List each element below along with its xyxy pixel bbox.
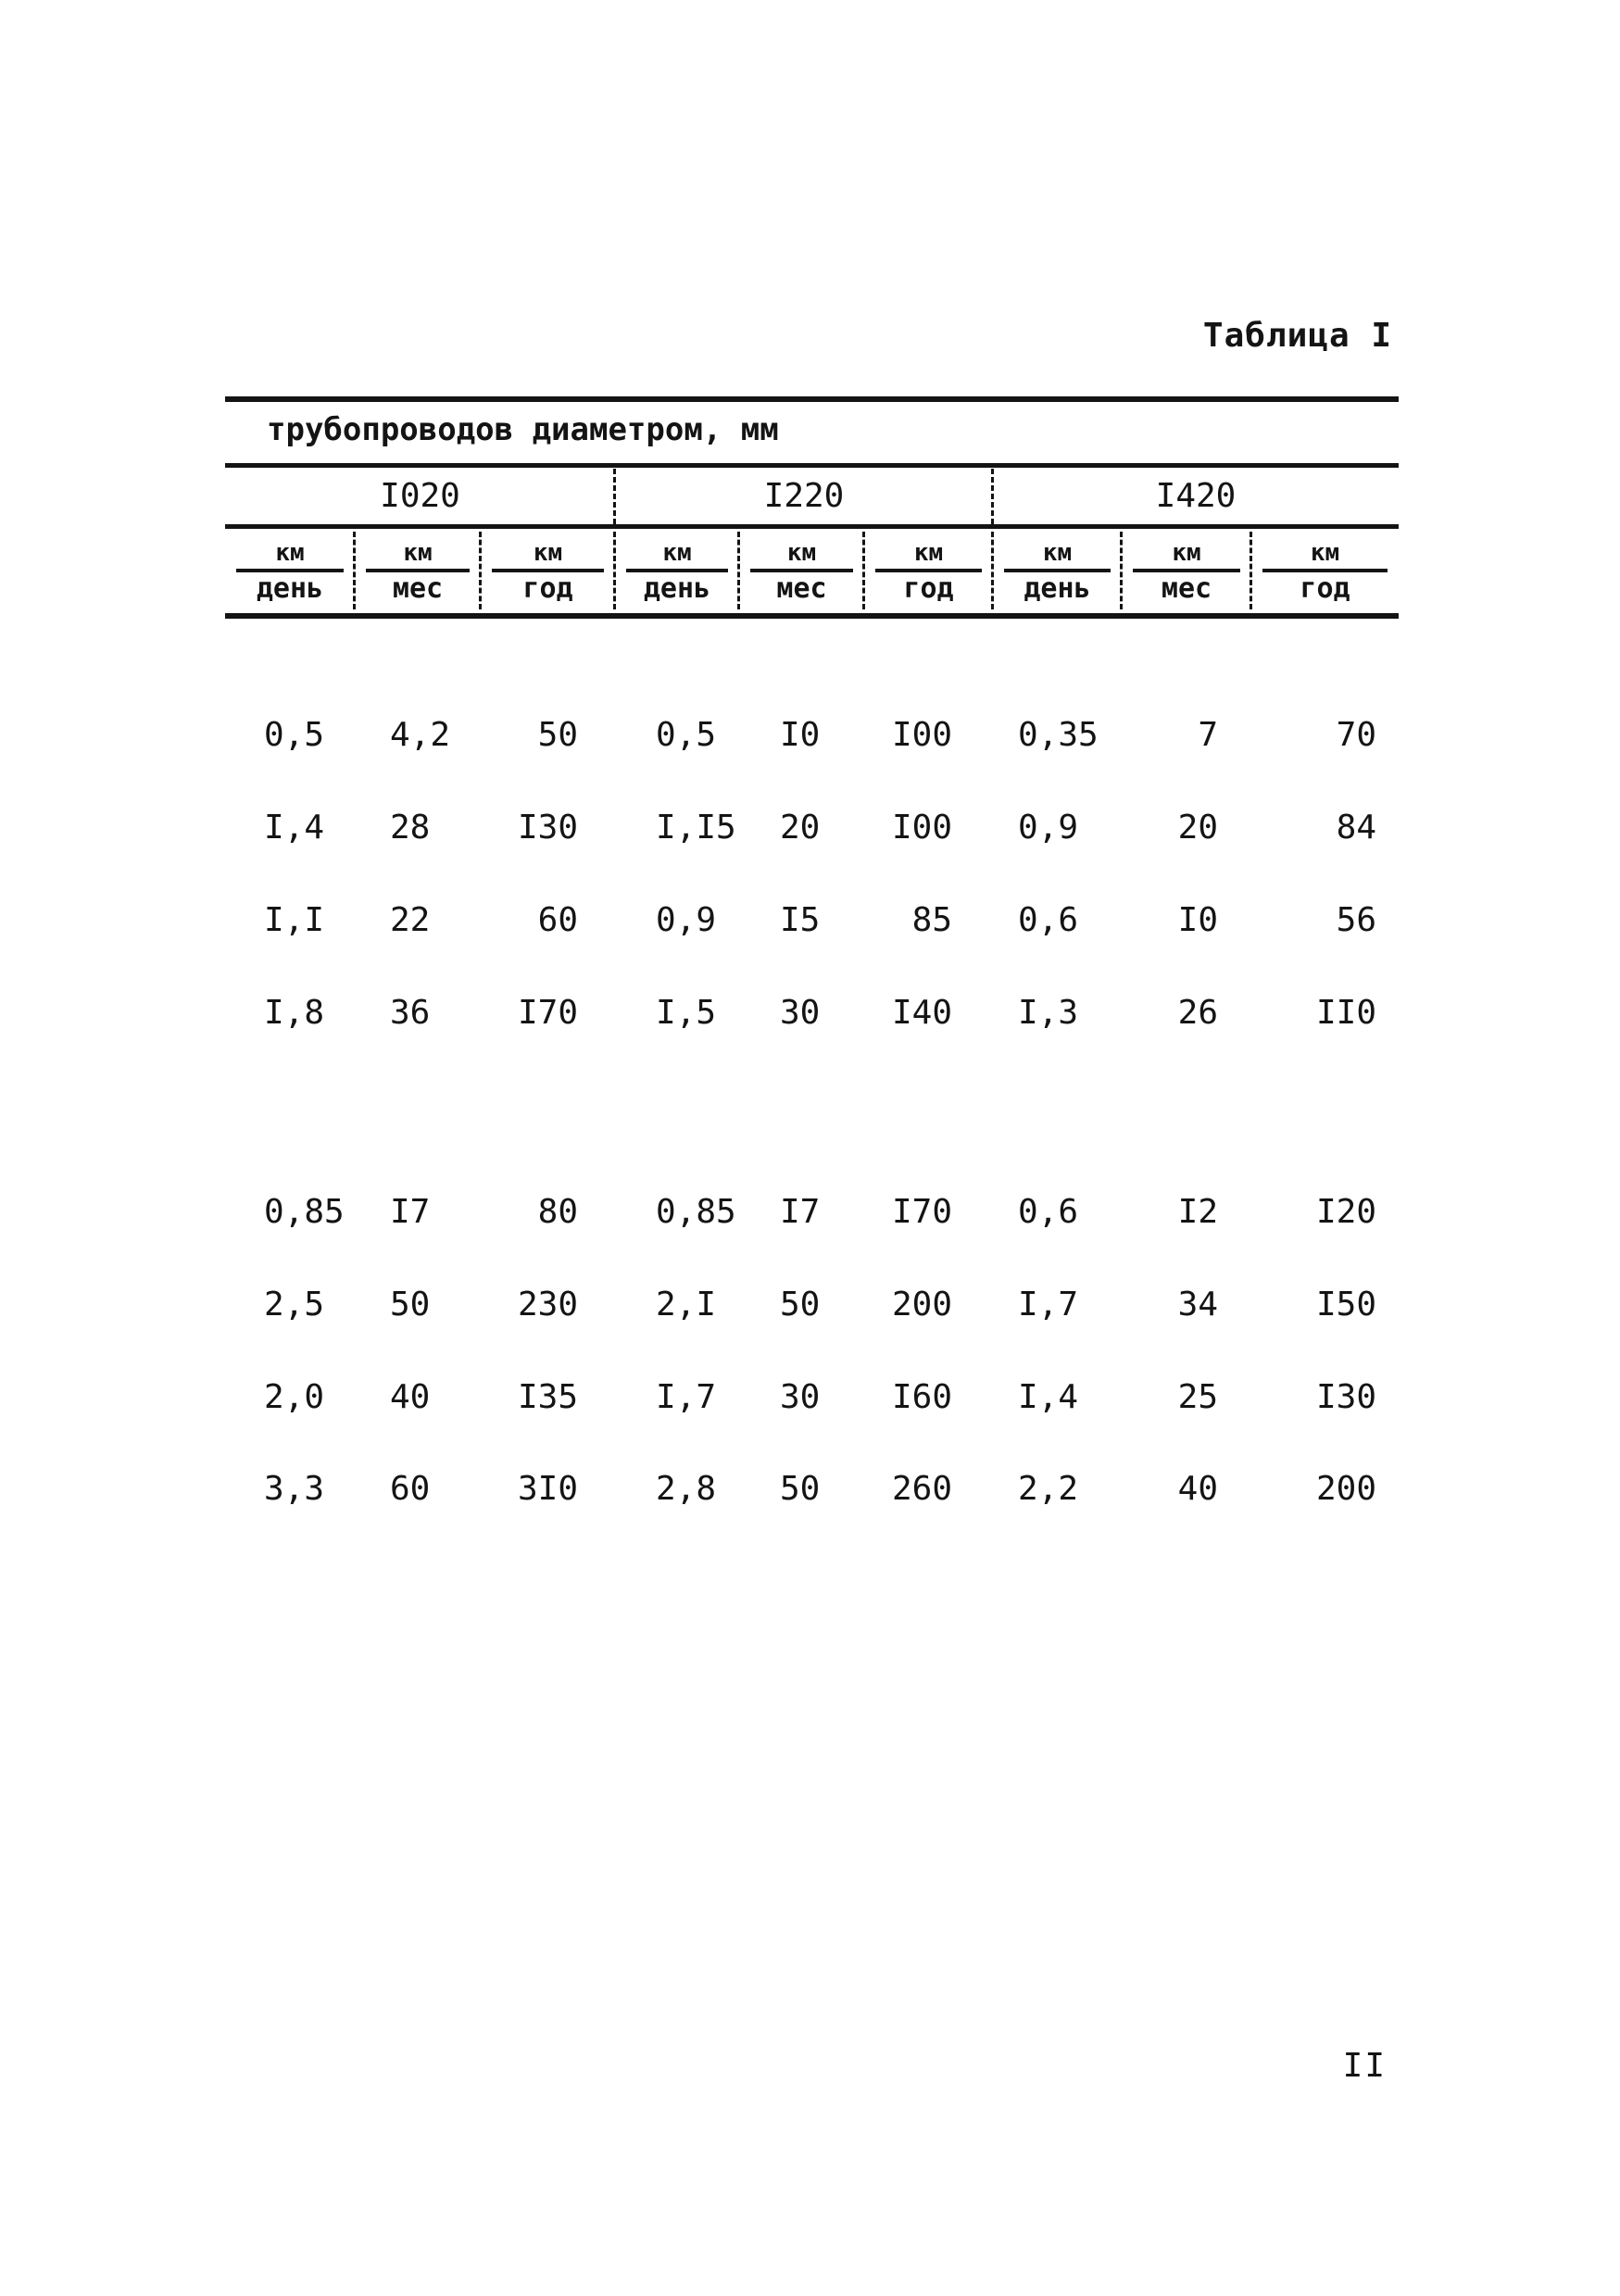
table-cell: I,7 <box>656 1378 717 1416</box>
table-cell: I,4 <box>264 809 325 847</box>
table-cell: 25 <box>1177 1378 1218 1416</box>
page-number: II <box>1342 2047 1387 2085</box>
table-cell: I,I <box>264 901 325 939</box>
table-cell: 40 <box>1177 1470 1218 1508</box>
unit-denominator: день <box>256 572 324 605</box>
table-cell: 85 <box>911 901 952 939</box>
table-cell: I30 <box>1315 1378 1376 1416</box>
table-cell: 0,5 <box>656 716 717 754</box>
table-row <box>225 985 1399 1041</box>
unit-header-per-month <box>355 533 481 611</box>
table-cell: I40 <box>891 994 952 1032</box>
table-cell: 200 <box>1315 1470 1376 1508</box>
table-cell: 2,I <box>656 1286 717 1324</box>
table-cell: 230 <box>517 1286 578 1324</box>
table-cell: I60 <box>891 1378 952 1416</box>
table-row <box>225 1370 1399 1425</box>
table-cell: 50 <box>390 1286 431 1324</box>
unit-numerator: км <box>533 539 563 567</box>
table-cell: 28 <box>390 809 431 847</box>
table-row <box>225 1462 1399 1517</box>
unit-header-per-year <box>864 533 993 611</box>
table-cell: 4,2 <box>390 716 451 754</box>
table-cell: 60 <box>537 901 578 939</box>
unit-numerator: км <box>1310 539 1340 567</box>
table-cell: I,8 <box>264 994 325 1032</box>
table-cell: I20 <box>1315 1193 1376 1231</box>
unit-numerator: км <box>403 539 433 567</box>
table-cell: I00 <box>891 809 952 847</box>
unit-numerator: км <box>275 539 305 567</box>
table-cell: 260 <box>891 1470 952 1508</box>
unit-denominator: год <box>522 572 573 605</box>
table-cell: I70 <box>891 1193 952 1231</box>
group-separator <box>613 469 616 524</box>
table-cell: I50 <box>1315 1286 1376 1324</box>
table-cell: 2,0 <box>264 1378 325 1416</box>
unit-separator <box>1250 532 1252 609</box>
unit-denominator: год <box>903 572 954 605</box>
diameter-header-1020: I020 <box>380 477 460 515</box>
unit-numerator: км <box>662 539 692 567</box>
unit-header-per-year <box>481 533 615 611</box>
unit-header-per-month <box>739 533 864 611</box>
group-rule <box>225 524 1399 529</box>
table-cell: 3I0 <box>517 1470 578 1508</box>
table-cell: 40 <box>390 1378 431 1416</box>
table-cell: 0,85 <box>656 1193 736 1231</box>
table-cell: 7 <box>1198 716 1218 754</box>
table-row <box>225 1185 1399 1240</box>
table-cell: 50 <box>780 1286 821 1324</box>
table-cell: I00 <box>891 716 952 754</box>
table-cell: 30 <box>780 1378 821 1416</box>
unit-numerator: км <box>786 539 817 567</box>
unit-separator <box>613 532 616 609</box>
unit-header-per-day <box>993 533 1122 611</box>
diameter-header-1420: I420 <box>1155 477 1237 515</box>
unit-separator <box>737 532 740 609</box>
table-cell: I,5 <box>656 994 717 1032</box>
table-cell: 0,6 <box>1018 1193 1079 1231</box>
unit-separator <box>479 532 482 609</box>
group-separator <box>991 469 994 524</box>
table-cell: I,7 <box>1018 1286 1079 1324</box>
table-cell: 3,3 <box>264 1470 325 1508</box>
table-cell: 20 <box>1177 809 1218 847</box>
unit-header-per-day <box>225 533 355 611</box>
table-cell: I,4 <box>1018 1378 1079 1416</box>
table-cell: 50 <box>537 716 578 754</box>
table-cell: 0,35 <box>1018 716 1099 754</box>
table-cell: I0 <box>780 716 821 754</box>
header-bottom-rule <box>225 613 1399 619</box>
table-cell: 30 <box>780 994 821 1032</box>
unit-denominator: мес <box>1161 572 1212 605</box>
table-cell: I,I5 <box>656 809 736 847</box>
unit-numerator: км <box>913 539 944 567</box>
table-cell: 80 <box>537 1193 578 1231</box>
table-caption: трубопроводов диаметром, мм <box>267 411 779 448</box>
table-row <box>225 1277 1399 1333</box>
unit-denominator: мес <box>392 572 444 605</box>
unit-separator <box>991 532 994 609</box>
unit-separator <box>1120 532 1123 609</box>
table-cell: I0 <box>1177 901 1218 939</box>
table-row <box>225 708 1399 763</box>
table-row <box>225 893 1399 948</box>
diameter-header-1220: I220 <box>763 477 845 515</box>
table-cell: 0,5 <box>264 716 325 754</box>
table-cell: 0,6 <box>1018 901 1079 939</box>
table-cell: 22 <box>390 901 431 939</box>
unit-numerator: км <box>1042 539 1073 567</box>
table-title: Таблица I <box>1202 317 1392 355</box>
unit-header-per-year <box>1251 533 1399 611</box>
table-cell: I,3 <box>1018 994 1079 1032</box>
unit-denominator: день <box>1023 572 1091 605</box>
unit-header-per-month <box>1122 533 1251 611</box>
unit-denominator: мес <box>776 572 827 605</box>
caption-rule <box>225 463 1399 468</box>
unit-header-per-day <box>615 533 739 611</box>
table-cell: 2,2 <box>1018 1470 1079 1508</box>
unit-separator <box>353 532 356 609</box>
table-cell: 60 <box>390 1470 431 1508</box>
unit-separator <box>862 532 865 609</box>
table-cell: I5 <box>780 901 821 939</box>
table-cell: I35 <box>517 1378 578 1416</box>
unit-denominator: год <box>1300 572 1350 605</box>
table-cell: 34 <box>1177 1286 1218 1324</box>
table-cell: 0,9 <box>1018 809 1079 847</box>
unit-numerator: км <box>1172 539 1201 567</box>
table-row <box>225 800 1399 856</box>
table-top-rule <box>225 396 1399 402</box>
table-cell: I7 <box>390 1193 431 1231</box>
table-cell: 0,85 <box>264 1193 345 1231</box>
unit-denominator: день <box>643 572 711 605</box>
table-cell: 50 <box>780 1470 821 1508</box>
table-cell: 0,9 <box>656 901 717 939</box>
table-cell: 20 <box>780 809 821 847</box>
table-cell: 70 <box>1336 716 1376 754</box>
table-cell: 2,8 <box>656 1470 717 1508</box>
table-cell: 56 <box>1336 901 1376 939</box>
table-cell: 2,5 <box>264 1286 325 1324</box>
table-cell: 36 <box>390 994 431 1032</box>
table-cell: I2 <box>1177 1193 1218 1231</box>
table-cell: II0 <box>1315 994 1376 1032</box>
table-cell: I7 <box>780 1193 821 1231</box>
table-cell: I70 <box>517 994 578 1032</box>
table-cell: I30 <box>517 809 578 847</box>
table-cell: 84 <box>1336 809 1376 847</box>
table-cell: 200 <box>891 1286 952 1324</box>
table-cell: 26 <box>1177 994 1218 1032</box>
